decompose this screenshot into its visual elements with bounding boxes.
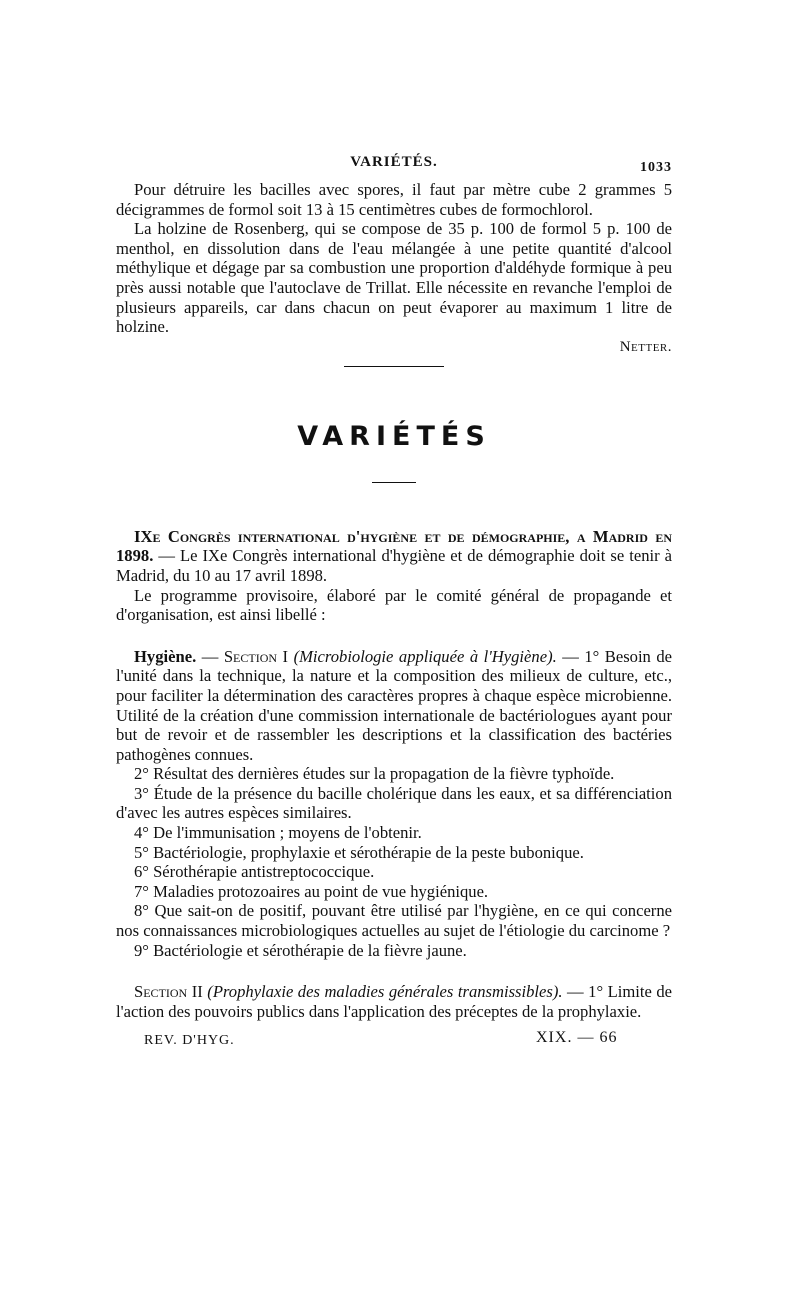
page-footer	[116, 1029, 672, 1055]
hygiene-paragraph: Hygiène. — Section I (Microbiologie appliquée à l'Hygiène). — 1° Besoin de l'unité dans la technique, la nature et la composition des milieux de culture, etc., pour faciliter la détermination des caractères propres à chaque espèce microbienne. Utilité de la création d'une commission internationale de bactériologues ayant pour but de revoir et de rassembler les descriptions et la classification des bactéries pathogènes connues.	[116, 646, 673, 764]
section-1-label: Section I	[223, 646, 289, 666]
congress-text: — Le IXe Congrès international d'hygiène et de démographie doit se tenir à Madrid, du 10 au 17 avril 1898.	[116, 546, 672, 585]
list-item: 4° De l'immunisation ; moyens de l'obtenir.	[134, 823, 422, 843]
list-item: 7° Maladies protozoaires au point de vue hygiénique.	[134, 881, 489, 901]
running-title: VARIÉTÉS.	[350, 154, 438, 170]
intro-paragraph-2: La holzine de Rosenberg, qui se compose de 35 p. 100 de formol 5 p. 100 de menthol, en dissolution dans de l'eau mélangée à une petite quantité d'alcool méthylique et dégage par sa combustion une proportion d'aldéhyde formique à peu près aussi notable que l'autoclave de Trillat. Elle nécessite en revanche l'emploi de plusieurs appareils, car dans chacun on peut évaporer au maximum 1 litre de holzine.	[116, 219, 672, 337]
section-2-label: Section II	[134, 982, 203, 1002]
list-item: 5° Bactériologie, prophylaxie et sérothérapie de la peste bubonique.	[134, 842, 584, 862]
list-item: 2° Résultat des dernières études sur la propagation de la fièvre typhoïde.	[134, 764, 615, 784]
footer-signature: XIX. — 66	[536, 1029, 618, 1047]
separator-rule	[344, 366, 444, 367]
programme-paragraph: Le programme provisoire, élaboré par le comité général de propagande et d'organisation, est ainsi libellé :	[116, 585, 672, 625]
section-2-title: (Prophylaxie des maladies générales transmissibles).	[207, 982, 563, 1002]
footer-journal: REV. D'HYG.	[144, 1033, 235, 1049]
hygiene-label: Hygiène.	[134, 646, 197, 666]
list-item: 6° Sérothérapie antistreptococcique.	[134, 862, 375, 882]
section-1-text: — 1° Besoin de l'unité dans la technique, la nature et la composition des milieux de culture, etc., pour faciliter la détermination des caractères propres à chaque espèce microbienne. Utilité de la création d'une commission internationale de bactériologues ayant pour but de revoir et de rassembler les descriptions et la classification des bactéries pathogènes connues.	[116, 646, 673, 764]
section-1-title: (Microbiologie appliquée à l'Hygiène).	[293, 646, 557, 666]
running-header	[116, 150, 672, 180]
section-2-paragraph	[116, 982, 672, 1021]
section-2-text: — 1° Limite de l'action des pouvoirs publics dans l'application des préceptes de la prophylaxie.	[116, 982, 672, 1021]
signature: Netter.	[619, 338, 672, 355]
page	[116, 150, 672, 1055]
intro-paragraph-1: Pour détruire les bacilles avec spores, il faut par mètre cube 2 grammes 5 décigrammes de formol soit 13 à 15 centimètres cubes de formochlorol.	[116, 180, 672, 219]
congress-lead: IXe Congrès international d'hygiène et de démographie, a Madrid en 1898.	[116, 526, 672, 566]
page-number: 1033	[640, 160, 672, 175]
congress-paragraph	[116, 527, 672, 586]
list-item: 3° Étude de la présence du bacille cholérique dans les eaux, et sa différenciation d'avec les autres espèces similaires.	[116, 783, 672, 823]
list-item: 9° Bactériologie et sérothérapie de la fièvre jaune.	[134, 940, 467, 960]
list-item: 8° Que sait-on de positif, pouvant être utilisé par l'hygiène, en ce qui concerne nos connaissances microbiologiques actuelles au sujet de l'étiologie du carcinome ?	[116, 901, 672, 941]
section-heading: VARIÉTÉS	[297, 420, 491, 452]
